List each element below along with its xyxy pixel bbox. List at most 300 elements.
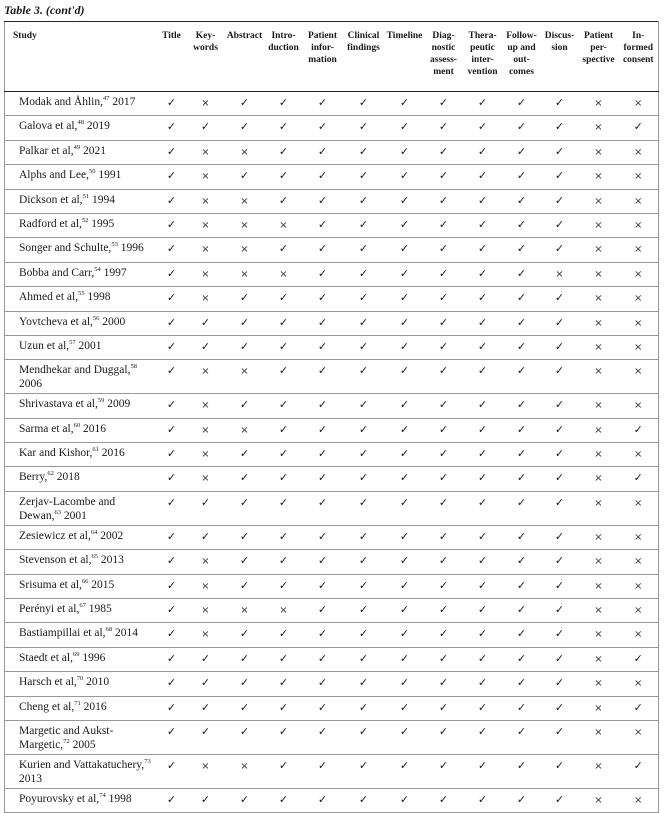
checkmark-icon: ✓ — [157, 550, 187, 574]
reference-number: 49 — [73, 143, 81, 151]
checkmark-icon: ✓ — [343, 165, 385, 189]
checkmark-icon: ✓ — [343, 335, 385, 359]
reference-number: 55 — [78, 290, 85, 298]
checkmark-icon: ✓ — [303, 335, 343, 359]
reference-number: 50 — [88, 168, 96, 176]
checkmark-icon: ✓ — [425, 599, 463, 623]
cross-icon: × — [187, 92, 225, 116]
checkmark-icon: ✓ — [157, 647, 187, 671]
cross-icon: × — [187, 360, 225, 394]
checkmark-icon: ✓ — [157, 360, 187, 394]
checkmark-icon: ✓ — [343, 189, 385, 213]
checkmark-icon: ✓ — [463, 335, 503, 359]
checkmark-icon: ✓ — [541, 311, 579, 335]
cross-icon: × — [187, 262, 225, 286]
cross-icon: × — [579, 599, 619, 623]
table-row — [5, 696, 659, 720]
checkmark-icon: ✓ — [619, 696, 659, 720]
study-name: Modak and Åhlin, — [19, 96, 104, 108]
checkmark-icon: ✓ — [385, 599, 425, 623]
checkmark-icon: ✓ — [265, 623, 303, 647]
study-year: 1995 — [91, 217, 115, 230]
checkmark-icon: ✓ — [425, 213, 463, 237]
checkmark-icon: ✓ — [157, 311, 187, 335]
cross-icon: × — [225, 189, 265, 213]
cross-icon: × — [579, 287, 619, 311]
checkmark-icon: ✓ — [157, 525, 187, 549]
checkmark-icon: ✓ — [425, 287, 463, 311]
checkmark-icon: ✓ — [343, 213, 385, 237]
checkmark-icon: ✓ — [343, 311, 385, 335]
cross-icon: × — [579, 672, 619, 696]
checkmark-icon: ✓ — [463, 443, 503, 467]
checkmark-icon: ✓ — [503, 238, 541, 262]
table-row — [5, 213, 659, 237]
checkmark-icon: ✓ — [463, 238, 503, 262]
study-name: Perényi et al, — [19, 603, 80, 616]
study-name: Mendhekar and Duggal, — [19, 364, 131, 377]
checkmark-icon: ✓ — [225, 672, 265, 696]
checkmark-icon: ✓ — [503, 720, 541, 754]
checkmark-icon: ✓ — [425, 335, 463, 359]
checkmark-icon: ✓ — [541, 525, 579, 549]
study-citation — [5, 574, 157, 598]
checkmark-icon: ✓ — [425, 467, 463, 491]
checkmark-icon: ✓ — [265, 525, 303, 549]
cross-icon: × — [265, 213, 303, 237]
checkmark-icon: ✓ — [425, 165, 463, 189]
checkmark-icon: ✓ — [265, 574, 303, 598]
checkmark-icon: ✓ — [157, 418, 187, 442]
checkmark-icon: ✓ — [425, 647, 463, 671]
study-year: 2005 — [72, 738, 96, 751]
checkmark-icon: ✓ — [541, 189, 579, 213]
checkmark-icon: ✓ — [503, 525, 541, 549]
study-year: 2001 — [63, 509, 87, 522]
checkmark-icon: ✓ — [225, 550, 265, 574]
table-row — [5, 550, 659, 574]
cross-icon: × — [579, 418, 619, 442]
checkmark-icon: ✓ — [385, 140, 425, 164]
checkmark-icon: ✓ — [157, 720, 187, 754]
column-header-consent: In- formed consent — [619, 22, 659, 92]
checkmark-icon: ✓ — [425, 574, 463, 598]
checkmark-icon: ✓ — [303, 720, 343, 754]
checkmark-icon: ✓ — [187, 788, 225, 812]
checkmark-icon: ✓ — [303, 491, 343, 525]
study-name: Kar and Kishor, — [19, 447, 93, 460]
cross-icon: × — [579, 788, 619, 812]
study-citation — [5, 418, 157, 442]
study-year: 1998 — [87, 291, 111, 304]
reference-number: 51 — [82, 192, 90, 200]
checkmark-icon: ✓ — [541, 574, 579, 598]
cross-icon: × — [187, 418, 225, 442]
checkmark-icon: ✓ — [303, 525, 343, 549]
cross-icon: × — [579, 116, 619, 140]
table-row — [5, 262, 659, 286]
cross-icon: × — [265, 599, 303, 623]
checkmark-icon: ✓ — [463, 754, 503, 788]
cross-icon: × — [619, 262, 659, 286]
checkmark-icon: ✓ — [503, 623, 541, 647]
checkmark-icon: ✓ — [303, 696, 343, 720]
checkmark-icon: ✓ — [463, 140, 503, 164]
cross-icon: × — [619, 394, 659, 418]
checkmark-icon: ✓ — [157, 754, 187, 788]
checkmark-icon: ✓ — [303, 238, 343, 262]
study-year: 1997 — [103, 266, 127, 279]
cross-icon: × — [579, 189, 619, 213]
cross-icon: × — [579, 140, 619, 164]
checkmark-icon: ✓ — [225, 467, 265, 491]
checkmark-icon: ✓ — [225, 491, 265, 525]
checkmark-icon: ✓ — [157, 116, 187, 140]
cross-icon: × — [187, 140, 225, 164]
column-header-timeline: Timeline — [385, 22, 425, 92]
study-citation — [5, 394, 157, 418]
checkmark-icon: ✓ — [265, 238, 303, 262]
reference-number: 47 — [103, 95, 110, 103]
checkmark-icon: ✓ — [385, 418, 425, 442]
checkmark-icon: ✓ — [303, 467, 343, 491]
checkmark-icon: ✓ — [157, 335, 187, 359]
checkmark-icon: ✓ — [425, 720, 463, 754]
care-checklist-table — [4, 21, 659, 813]
checkmark-icon: ✓ — [541, 696, 579, 720]
column-header-title: Title — [157, 22, 187, 92]
checkmark-icon: ✓ — [503, 92, 541, 116]
checkmark-icon: ✓ — [503, 140, 541, 164]
checkmark-icon: ✓ — [385, 443, 425, 467]
reference-number: 67 — [79, 602, 86, 610]
study-citation — [5, 165, 157, 189]
checkmark-icon: ✓ — [157, 92, 187, 116]
reference-number: 65 — [91, 553, 98, 561]
checkmark-icon: ✓ — [503, 788, 541, 812]
checkmark-icon: ✓ — [541, 672, 579, 696]
checkmark-icon: ✓ — [425, 116, 463, 140]
checkmark-icon: ✓ — [157, 574, 187, 598]
checkmark-icon: ✓ — [157, 623, 187, 647]
cross-icon: × — [619, 213, 659, 237]
cross-icon: × — [187, 754, 225, 788]
study-year: 2010 — [86, 676, 110, 689]
checkmark-icon: ✓ — [425, 525, 463, 549]
checkmark-icon: ✓ — [503, 116, 541, 140]
checkmark-icon: ✓ — [463, 491, 503, 525]
cross-icon: × — [619, 360, 659, 394]
table-body — [5, 92, 659, 813]
study-year: 2013 — [19, 772, 42, 785]
checkmark-icon: ✓ — [541, 720, 579, 754]
checkmark-icon: ✓ — [385, 788, 425, 812]
reference-number: 59 — [97, 397, 105, 405]
study-year: 2014 — [114, 627, 138, 640]
study-year: 1996 — [120, 242, 144, 255]
study-year: 2006 — [19, 378, 42, 391]
cross-icon: × — [187, 623, 225, 647]
table-row — [5, 599, 659, 623]
checkmark-icon: ✓ — [265, 311, 303, 335]
checkmark-icon: ✓ — [265, 443, 303, 467]
cross-icon: × — [619, 525, 659, 549]
study-year: 2018 — [56, 471, 80, 484]
checkmark-icon: ✓ — [425, 754, 463, 788]
checkmark-icon: ✓ — [385, 165, 425, 189]
checkmark-icon: ✓ — [157, 788, 187, 812]
checkmark-icon: ✓ — [225, 788, 265, 812]
checkmark-icon: ✓ — [265, 189, 303, 213]
cross-icon: × — [187, 550, 225, 574]
checkmark-icon: ✓ — [303, 311, 343, 335]
checkmark-icon: ✓ — [343, 394, 385, 418]
checkmark-icon: ✓ — [503, 696, 541, 720]
table-row — [5, 647, 659, 671]
reference-number: 56 — [92, 314, 100, 322]
study-name: Harsch et al, — [19, 676, 77, 689]
study-year: 2002 — [100, 529, 124, 542]
cross-icon: × — [619, 92, 659, 116]
study-name: Stevenson et al, — [19, 554, 92, 567]
cross-icon: × — [619, 443, 659, 467]
checkmark-icon: ✓ — [463, 623, 503, 647]
checkmark-icon: ✓ — [541, 165, 579, 189]
table-row — [5, 92, 659, 116]
checkmark-icon: ✓ — [343, 696, 385, 720]
study-citation — [5, 696, 157, 720]
cross-icon: × — [619, 550, 659, 574]
checkmark-icon: ✓ — [463, 550, 503, 574]
study-name: Staedt et al, — [19, 651, 73, 664]
study-year: 2019 — [86, 120, 110, 133]
checkmark-icon: ✓ — [541, 238, 579, 262]
checkmark-icon: ✓ — [265, 754, 303, 788]
cross-icon: × — [619, 287, 659, 311]
cross-icon: × — [187, 443, 225, 467]
checkmark-icon: ✓ — [541, 287, 579, 311]
cross-icon: × — [225, 140, 265, 164]
checkmark-icon: ✓ — [385, 262, 425, 286]
checkmark-icon: ✓ — [503, 311, 541, 335]
cross-icon: × — [579, 394, 619, 418]
cross-icon: × — [579, 213, 619, 237]
checkmark-icon: ✓ — [265, 467, 303, 491]
checkmark-icon: ✓ — [303, 165, 343, 189]
cross-icon: × — [619, 672, 659, 696]
checkmark-icon: ✓ — [619, 647, 659, 671]
checkmark-icon: ✓ — [541, 116, 579, 140]
study-name: Sarma et al, — [19, 422, 74, 435]
reference-number: 66 — [81, 577, 89, 585]
checkmark-icon: ✓ — [463, 213, 503, 237]
checkmark-icon: ✓ — [187, 335, 225, 359]
checkmark-icon: ✓ — [157, 165, 187, 189]
checkmark-icon: ✓ — [463, 287, 503, 311]
checkmark-icon: ✓ — [157, 672, 187, 696]
checkmark-icon: ✓ — [503, 360, 541, 394]
checkmark-icon: ✓ — [541, 360, 579, 394]
checkmark-icon: ✓ — [503, 672, 541, 696]
checkmark-icon: ✓ — [541, 140, 579, 164]
checkmark-icon: ✓ — [343, 491, 385, 525]
checkmark-icon: ✓ — [503, 599, 541, 623]
checkmark-icon: ✓ — [225, 92, 265, 116]
checkmark-icon: ✓ — [225, 443, 265, 467]
checkmark-icon: ✓ — [425, 696, 463, 720]
table-row — [5, 720, 659, 754]
checkmark-icon: ✓ — [265, 550, 303, 574]
checkmark-icon: ✓ — [157, 262, 187, 286]
checkmark-icon: ✓ — [225, 287, 265, 311]
cross-icon: × — [619, 491, 659, 525]
study-year: 1991 — [98, 169, 122, 182]
study-citation — [5, 491, 157, 525]
cross-icon: × — [579, 525, 619, 549]
study-year: 2016 — [101, 447, 125, 460]
table-header-row — [5, 22, 659, 92]
column-header-diag: Diag- nostic assess- ment — [425, 22, 463, 92]
checkmark-icon: ✓ — [619, 418, 659, 442]
study-year: 2009 — [107, 398, 131, 411]
column-header-patinfo: Patient infor- mation — [303, 22, 343, 92]
cross-icon: × — [187, 394, 225, 418]
checkmark-icon: ✓ — [385, 311, 425, 335]
study-year: 1994 — [91, 193, 115, 206]
cross-icon: × — [619, 574, 659, 598]
table-row — [5, 623, 659, 647]
checkmark-icon: ✓ — [503, 574, 541, 598]
checkmark-icon: ✓ — [343, 574, 385, 598]
checkmark-icon: ✓ — [463, 647, 503, 671]
checkmark-icon: ✓ — [503, 418, 541, 442]
checkmark-icon: ✓ — [265, 394, 303, 418]
cross-icon: × — [619, 788, 659, 812]
checkmark-icon: ✓ — [343, 238, 385, 262]
study-year: 2015 — [91, 578, 115, 591]
checkmark-icon: ✓ — [343, 599, 385, 623]
table-row — [5, 467, 659, 491]
cross-icon: × — [187, 574, 225, 598]
checkmark-icon: ✓ — [157, 213, 187, 237]
cross-icon: × — [579, 647, 619, 671]
cross-icon: × — [579, 467, 619, 491]
table-row — [5, 418, 659, 442]
cross-icon: × — [225, 754, 265, 788]
study-citation — [5, 311, 157, 335]
checkmark-icon: ✓ — [187, 672, 225, 696]
study-name: Bobba and Carr, — [19, 266, 95, 279]
checkmark-icon: ✓ — [463, 165, 503, 189]
checkmark-icon: ✓ — [343, 360, 385, 394]
study-citation — [5, 238, 157, 262]
checkmark-icon: ✓ — [541, 467, 579, 491]
checkmark-icon: ✓ — [541, 599, 579, 623]
reference-number: 52 — [81, 217, 89, 225]
checkmark-icon: ✓ — [463, 599, 503, 623]
study-name: Kurien and Vattakatuchery, — [19, 758, 145, 771]
checkmark-icon: ✓ — [265, 672, 303, 696]
study-name: Shrivastava et al, — [19, 398, 98, 411]
study-citation — [5, 467, 157, 491]
checkmark-icon: ✓ — [619, 754, 659, 788]
reference-number: 60 — [73, 421, 81, 429]
checkmark-icon: ✓ — [157, 491, 187, 525]
checkmark-icon: ✓ — [541, 754, 579, 788]
checkmark-icon: ✓ — [463, 92, 503, 116]
checkmark-icon: ✓ — [265, 360, 303, 394]
cross-icon: × — [579, 335, 619, 359]
checkmark-icon: ✓ — [425, 623, 463, 647]
checkmark-icon: ✓ — [385, 360, 425, 394]
cross-icon: × — [187, 213, 225, 237]
checkmark-icon: ✓ — [425, 311, 463, 335]
checkmark-icon: ✓ — [385, 467, 425, 491]
cross-icon: × — [579, 165, 619, 189]
checkmark-icon: ✓ — [303, 550, 343, 574]
cross-icon: × — [579, 574, 619, 598]
checkmark-icon: ✓ — [265, 335, 303, 359]
cross-icon: × — [579, 360, 619, 394]
checkmark-icon: ✓ — [385, 525, 425, 549]
study-citation — [5, 189, 157, 213]
study-name: Zesiewicz et al, — [19, 529, 91, 542]
table-row — [5, 491, 659, 525]
checkmark-icon: ✓ — [225, 394, 265, 418]
cross-icon: × — [619, 311, 659, 335]
checkmark-icon: ✓ — [463, 311, 503, 335]
checkmark-icon: ✓ — [265, 116, 303, 140]
checkmark-icon: ✓ — [303, 92, 343, 116]
study-citation — [5, 116, 157, 140]
checkmark-icon: ✓ — [343, 550, 385, 574]
study-citation — [5, 443, 157, 467]
reference-number: 54 — [94, 265, 101, 273]
table-row — [5, 238, 659, 262]
reference-number: 64 — [90, 529, 98, 537]
reference-number: 48 — [77, 119, 84, 127]
checkmark-icon: ✓ — [343, 443, 385, 467]
checkmark-icon: ✓ — [541, 623, 579, 647]
cross-icon: × — [619, 335, 659, 359]
reference-number: 57 — [69, 339, 76, 347]
study-citation — [5, 287, 157, 311]
checkmark-icon: ✓ — [225, 623, 265, 647]
cross-icon: × — [187, 165, 225, 189]
checkmark-icon: ✓ — [463, 525, 503, 549]
checkmark-icon: ✓ — [303, 672, 343, 696]
checkmark-icon: ✓ — [463, 116, 503, 140]
checkmark-icon: ✓ — [303, 262, 343, 286]
cross-icon: × — [579, 550, 619, 574]
reference-number: 68 — [105, 626, 113, 634]
checkmark-icon: ✓ — [157, 238, 187, 262]
checkmark-icon: ✓ — [385, 574, 425, 598]
reference-number: 61 — [92, 446, 99, 454]
checkmark-icon: ✓ — [303, 574, 343, 598]
cross-icon: × — [225, 599, 265, 623]
study-name: Songer and Schulte, — [19, 242, 112, 255]
checkmark-icon: ✓ — [343, 287, 385, 311]
study-year: 2017 — [112, 96, 136, 108]
checkmark-icon: ✓ — [385, 754, 425, 788]
checkmark-icon: ✓ — [187, 311, 225, 335]
checkmark-icon: ✓ — [385, 116, 425, 140]
reference-number: 74 — [99, 792, 106, 800]
cross-icon: × — [579, 311, 619, 335]
checkmark-icon: ✓ — [265, 92, 303, 116]
column-header-clinical: Clinical findings — [343, 22, 385, 92]
